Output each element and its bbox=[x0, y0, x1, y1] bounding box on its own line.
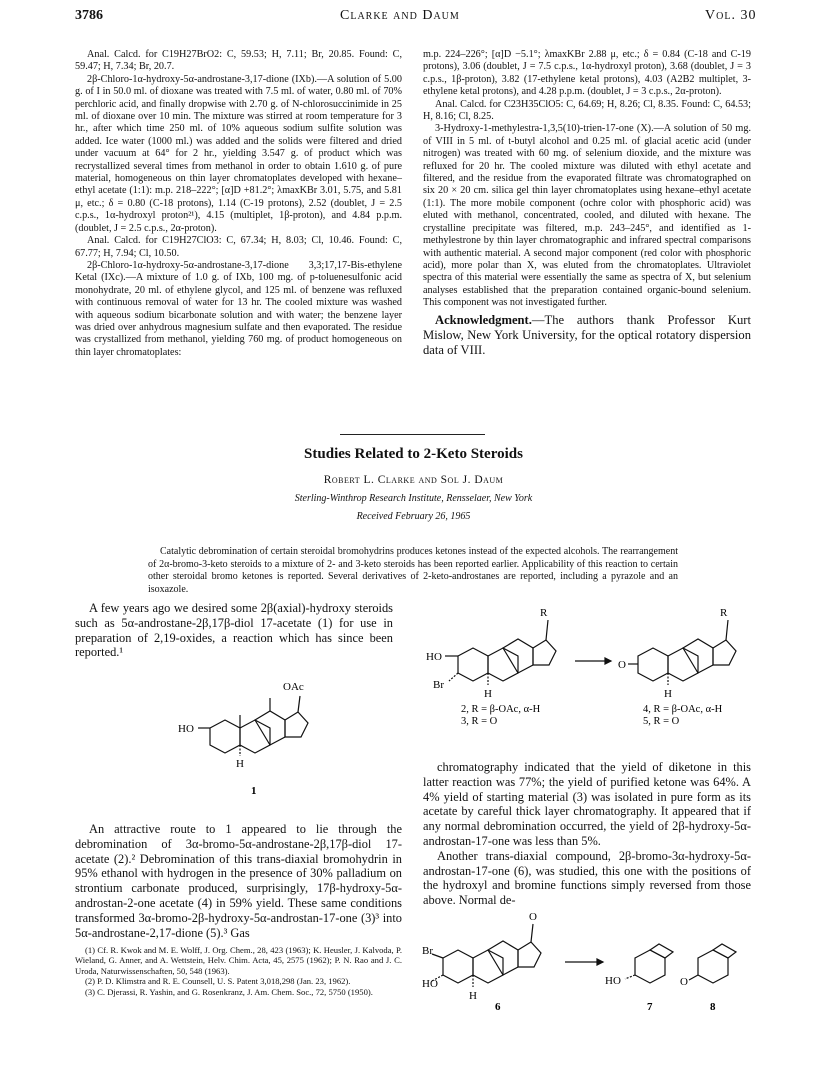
scheme1-o: O bbox=[618, 659, 626, 671]
intro-paragraph bbox=[75, 601, 393, 660]
intro-text: A few years ago we desired some 2β(axial)-hydroxy steroids such as 5α-androstane-2β,17β-diol 17-acetate (1) for use in preparation of 2,19-oxides, a reaction which has since been reported.¹ bbox=[75, 601, 393, 660]
article-authors: Robert L. Clarke and Sol J. Daum bbox=[323, 474, 504, 486]
scheme2-o-8: O bbox=[680, 976, 688, 988]
scheme1-def-5: 5, R = O bbox=[643, 716, 680, 727]
footnote: (2) P. D. Klimstra and R. E. Counsell, U. S. Patent 3,018,298 (Jan. 23, 1962). bbox=[85, 976, 351, 987]
scheme2-br: Br bbox=[422, 945, 433, 957]
scheme2-ho-7: HO bbox=[605, 975, 621, 987]
abstract bbox=[148, 546, 678, 596]
scheme2-o-top: O bbox=[529, 911, 537, 923]
scheme1-r-left: R bbox=[540, 607, 548, 619]
ack-heading: Acknowledgment. bbox=[435, 312, 532, 327]
anal-paragraph: Anal. Calcd. for C19H27BrO2: C, 59.53; H, 7.11; Br, 20.85. Found: C, 59.47; H, 7.34; Br, 20.7. bbox=[75, 49, 402, 73]
scheme1-def-3: 3, R = O bbox=[461, 716, 498, 727]
scheme2-number-8: 8 bbox=[710, 1001, 716, 1013]
scheme-2-diagram bbox=[423, 910, 753, 1020]
s1-h: H bbox=[236, 758, 244, 770]
ixc-procedure: 2β-Chloro-1α-hydroxy-5α-androstane-3,17-dione 3,3;17,17-Bis-ethylene Ketal (IXc).—A mixture of 1.0 g. of IXb, 100 mg. of p-toluenesulfonic acid monohydrate, 20 ml. of ethylene glycol, and 125 ml. of benzene was refluxed with continuous removal of water for 13 hr. The cooled mixture was washed with aqueous sodium bicarbonate solution and with water; the benzene layer was dried over anhydrous magnesium sulfate and then evaporated. The residue was crystallized from methanol, yielding 760 mg. of product homogeneous on thin layer chromatoplates: bbox=[75, 259, 402, 358]
scheme1-ho: HO bbox=[426, 651, 442, 663]
route-paragraph bbox=[75, 822, 402, 940]
scheme2-h: H bbox=[469, 990, 477, 1002]
scheme1-h-right: H bbox=[664, 688, 672, 700]
page-number: 3786 bbox=[75, 8, 103, 23]
article-affiliation: Sterling-Winthrop Research Institute, Rensselaer, New York bbox=[294, 493, 533, 504]
s1-ho: HO bbox=[178, 723, 194, 735]
anal-paragraph: Anal. Calcd. for C23H35ClO5: C, 64.69; H, 8.26; Cl, 8.35. Found: C, 64.53; H, 8.16; Cl, 8.25. bbox=[423, 98, 751, 123]
s1-number: 1 bbox=[251, 785, 257, 797]
ack-text: —The authors thank Professor Kurt Mislow, New York University, for the optical rotatory dispersion data of VIII. bbox=[423, 312, 751, 357]
ixc-data: m.p. 224–226°; [α]D −5.1°; λmaxKBr 2.88 μ, etc.; δ = 0.84 (C-18 and C-19 protons), 3.06 (doublet, J = 7.5 c.p.s., 1α-hydroxyl proton), 3.68 (doublet, J = 3 c.p.s., 1β-proton), 3.82 (17-ethylene ketal protons), 4.03 (A2B2 multiplet, 3-ethylene ketal protons), and 4.28 p.p.m. (doublet, J = 3 c.p.s., 2α-proton). bbox=[423, 49, 751, 98]
x-procedure: 3-Hydroxy-1-methylestra-1,3,5(10)-trien-17-one (X).—A solution of 50 mg. of VIII in 5 ml. of t-butyl alcohol and 0.25 ml. of glacial acetic acid (under nitrogen) was treated with 60 mg. of selenium dioxide, and the mixture was refluxed for 20 hr. The cooled mixture was diluted with ethyl acetate and filtered, and the residue from the evaporated filtrate was chromatographed on six 20 × 20 cm. silica gel thin layer chromatoplates using hexane–ethyl acetate (1:1). The more mobile component (ochre color with phosphoric acid) was eluted with methanol, concentrated, cooled, and diluted with hexane. The crystalline precipitate was filtered, m.p. 243–245°, and identified as 1-methylestrone by thin layer chromatographic and infrared spectral comparisons with authentic material. A second major component (red color with phosphoric acid), more polar than X, was eluted from the chromatoplates. Ultraviolet spectra of this material were essentially the same as spectra of X, but selenium analyses established that the preparation contained organic-bound selenium. This component was not investigated further. bbox=[423, 123, 751, 309]
abstract-text: Catalytic debromination of certain steroidal bromohydrins produces ketones instead of the expected alcohols. The rearrangement of 2α-bromo-3-keto steroids to a mixture of 2- and 3-keto steroids has been reported earlier. Applicability of this reaction to certain other steroidal bromo ketones is reported. Several derivatives of 2-keto-androstanes are reported, including a pyrazole and an isoxazole. bbox=[148, 546, 678, 595]
section-divider bbox=[340, 434, 485, 435]
scheme1-r-right: R bbox=[720, 607, 728, 619]
right-body-text bbox=[423, 760, 751, 908]
received-date: Received February 26, 1965 bbox=[356, 511, 471, 522]
structure-1-diagram bbox=[180, 668, 340, 808]
footnotes bbox=[75, 945, 402, 997]
scheme2-number-6: 6 bbox=[495, 1001, 501, 1013]
scheme1-def-2: 2, R = β-OAc, α-H bbox=[461, 704, 541, 715]
trans-diaxial-paragraph: Another trans-diaxial compound, 2β-bromo-3α-hydroxy-5α-androstan-17-one (6), was studied, this one with the positions of the hydroxyl and bromine functions simply reversed from those above. Normal de- bbox=[423, 848, 751, 908]
scheme-1-diagram bbox=[423, 606, 753, 756]
anal-paragraph: Anal. Calcd. for C19H27ClO3: C, 67.34; H, 8.03; Cl, 10.46. Found: C, 67.77; H, 7.94; Cl, 10.50. bbox=[75, 235, 402, 259]
left-column-experimental bbox=[75, 49, 402, 359]
running-title: Clarke and Daum bbox=[340, 8, 460, 23]
scheme1-def-4: 4, R = β-OAc, α-H bbox=[643, 704, 723, 715]
s1-oac: OAc bbox=[283, 681, 304, 693]
footnote: (1) Cf. R. Kwok and M. E. Wolff, J. Org. Chem., 28, 423 (1963); K. Heusler, J. Kalvoda, P. Wieland, G. Anner, and A. Wettstein, Helv. Chim. Acta, 45, 2575 (1962); P. N. Rao and J. C. Uroda, Naturwissenschaften, 50, 548 (1963). bbox=[75, 945, 402, 976]
chromatography-paragraph: chromatography indicated that the yield of diketone in this latter reaction was 77%; the yield of purified ketone was 64%. A 4% yield of starting material (3) was isolated in pure form as its acetate by careful thick layer chromatography. It appeared that if any normal debromination occurred, the yield of 2β-hydroxy-5α-androstan-17-one was less than 5%. bbox=[423, 760, 751, 848]
footnote: (3) C. Djerassi, R. Yashin, and G. Rosenkranz, J. Am. Chem. Soc., 72, 5750 (1950). bbox=[85, 986, 373, 997]
ixb-procedure: 2β-Chloro-1α-hydroxy-5α-androstane-3,17-dione (IXb).—A solution of 5.00 g. of I in 50.0 ml. of dioxane was treated with 7.5 ml. of water, 0.80 ml. of 70% perchloric acid, and finally dropwise with 2.70 g. of N-chlorosuccinimide in 25 ml. of dioxane over 10 min. The mixture was stirred at room temperature for 3 hr., after which time 250 ml. of 10% aqueous sodium sulfite solution was added. Ice water (1000 ml.) was added and the solids were filtered and dried under vacuum at 64° for 2 hr., yielding 3.547 g. of product which was recrystallized several times from methanol in order to obtain 1.610 g. of pure material, homogeneous on thin layer chromatoplates developed with hexane–ethyl acetate (1:1): m.p. 218–222°; [α]D +81.2°; λmaxKBr 3.01, 5.75, and 5.81 μ, etc.; δ = 0.80 (C-18 protons), 1.14 (C-19 protons), 2.52 (doublet, J = 2.5 c.p.s., 1α-hydroxyl proton²¹), 4.15 (multiplet, 1β-proton), and 4.84 p.p.m. (doublet, J = 2.5 c.p.s., 2α-proton). bbox=[75, 73, 402, 234]
acknowledgment bbox=[423, 313, 751, 358]
scheme2-number-7: 7 bbox=[647, 1001, 653, 1013]
route-text: An attractive route to 1 appeared to lie through the debromination of 3α-bromo-5α-androstane-2β,17β-diol 17-acetate (2).² Debromination of this trans-diaxial bromohydrin in 95% ethanol with hydrogen in the presence of 30% palladium on strontium carbonate produced, surprisingly, 17β-hydroxy-5α-androstan-2-one acetate (4) in 59% yield. These same conditions transformed 3α-bromo-2β-hydroxy-5α-androstan-17-one (3)³ into 5α-androstane-2,17-dione (5).³ Gas bbox=[75, 822, 402, 940]
volume-label: Vol. 30 bbox=[705, 8, 757, 23]
scheme1-br: Br bbox=[433, 679, 444, 691]
article-title: Studies Related to 2-Keto Steroids bbox=[304, 446, 523, 462]
scheme1-h-left: H bbox=[484, 688, 492, 700]
right-column-experimental bbox=[423, 49, 751, 358]
scheme2-ho: HO bbox=[422, 978, 438, 990]
